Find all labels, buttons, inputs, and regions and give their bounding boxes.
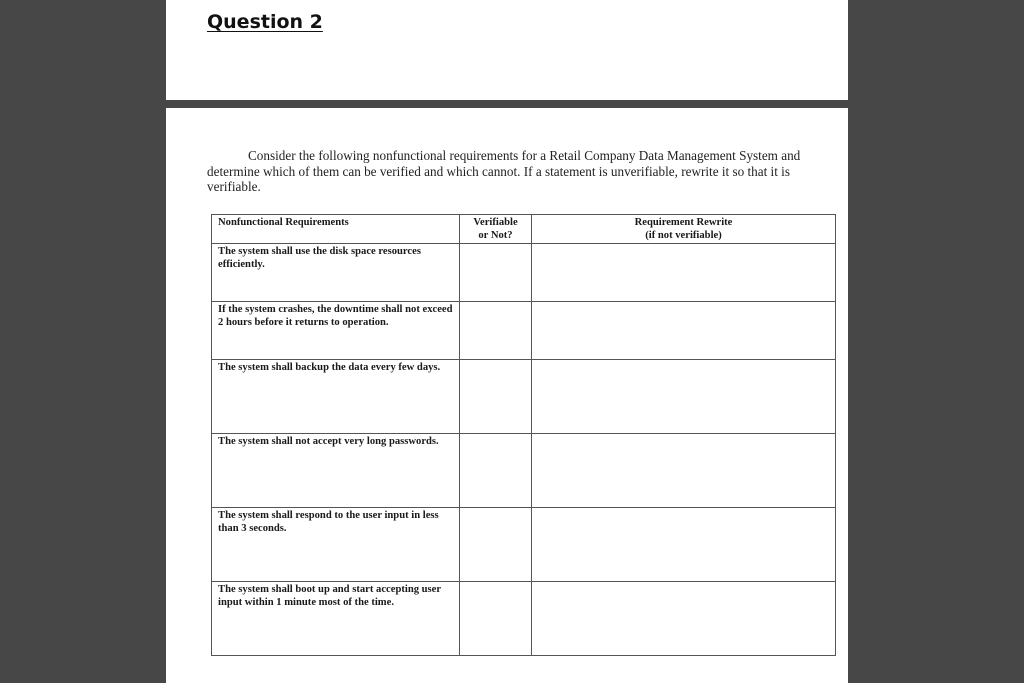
verifiable-cell[interactable] (460, 360, 532, 434)
table-row (212, 582, 836, 656)
document-page-2 (166, 108, 848, 683)
verifiable-cell[interactable] (460, 434, 532, 508)
table-row (212, 434, 836, 508)
header-rewrite-line1: Requirement Rewrite (634, 217, 733, 228)
verifiable-cell[interactable] (460, 302, 532, 360)
requirement-cell: The system shall boot up and start accepting user input within 1 minute most of the time. (212, 582, 460, 656)
requirement-cell: The system shall use the disk space resources efficiently. (212, 244, 460, 302)
table-header-row (212, 215, 836, 244)
rewrite-cell[interactable] (532, 508, 836, 582)
requirement-cell: The system shall not accept very long passwords. (212, 434, 460, 508)
header-rewrite-line2: (if not verifiable) (645, 230, 722, 241)
requirements-table (211, 214, 836, 656)
header-verifiable-line1: Verifiable (473, 217, 518, 228)
header-verifiable (460, 215, 532, 244)
intro-paragraph (207, 148, 807, 195)
header-verifiable-line2: or Not? (478, 230, 513, 241)
verifiable-cell[interactable] (460, 508, 532, 582)
table-row (212, 508, 836, 582)
rewrite-cell[interactable] (532, 302, 836, 360)
header-requirements (212, 215, 460, 244)
table-row (212, 244, 836, 302)
document-page-1 (166, 0, 848, 100)
requirement-cell: If the system crashes, the downtime shall not exceed 2 hours before it returns to operation. (212, 302, 460, 360)
question-title: Question 2 (207, 11, 323, 33)
requirement-cell: The system shall respond to the user input in less than 3 seconds. (212, 508, 460, 582)
rewrite-cell[interactable] (532, 244, 836, 302)
rewrite-cell[interactable] (532, 434, 836, 508)
rewrite-cell[interactable] (532, 360, 836, 434)
header-rewrite (532, 215, 836, 244)
table-row (212, 360, 836, 434)
verifiable-cell[interactable] (460, 244, 532, 302)
verifiable-cell[interactable] (460, 582, 532, 656)
requirement-cell: The system shall backup the data every few days. (212, 360, 460, 434)
rewrite-cell[interactable] (532, 582, 836, 656)
header-requirements-label: Nonfunctional Requirements (218, 217, 349, 228)
table-row (212, 302, 836, 360)
intro-text: Consider the following nonfunctional requirements for a Retail Company Data Management System and determine which of them can be verified and which cannot. If a statement is unverifiable, rewrite it so that it is verifiable. (207, 148, 801, 194)
